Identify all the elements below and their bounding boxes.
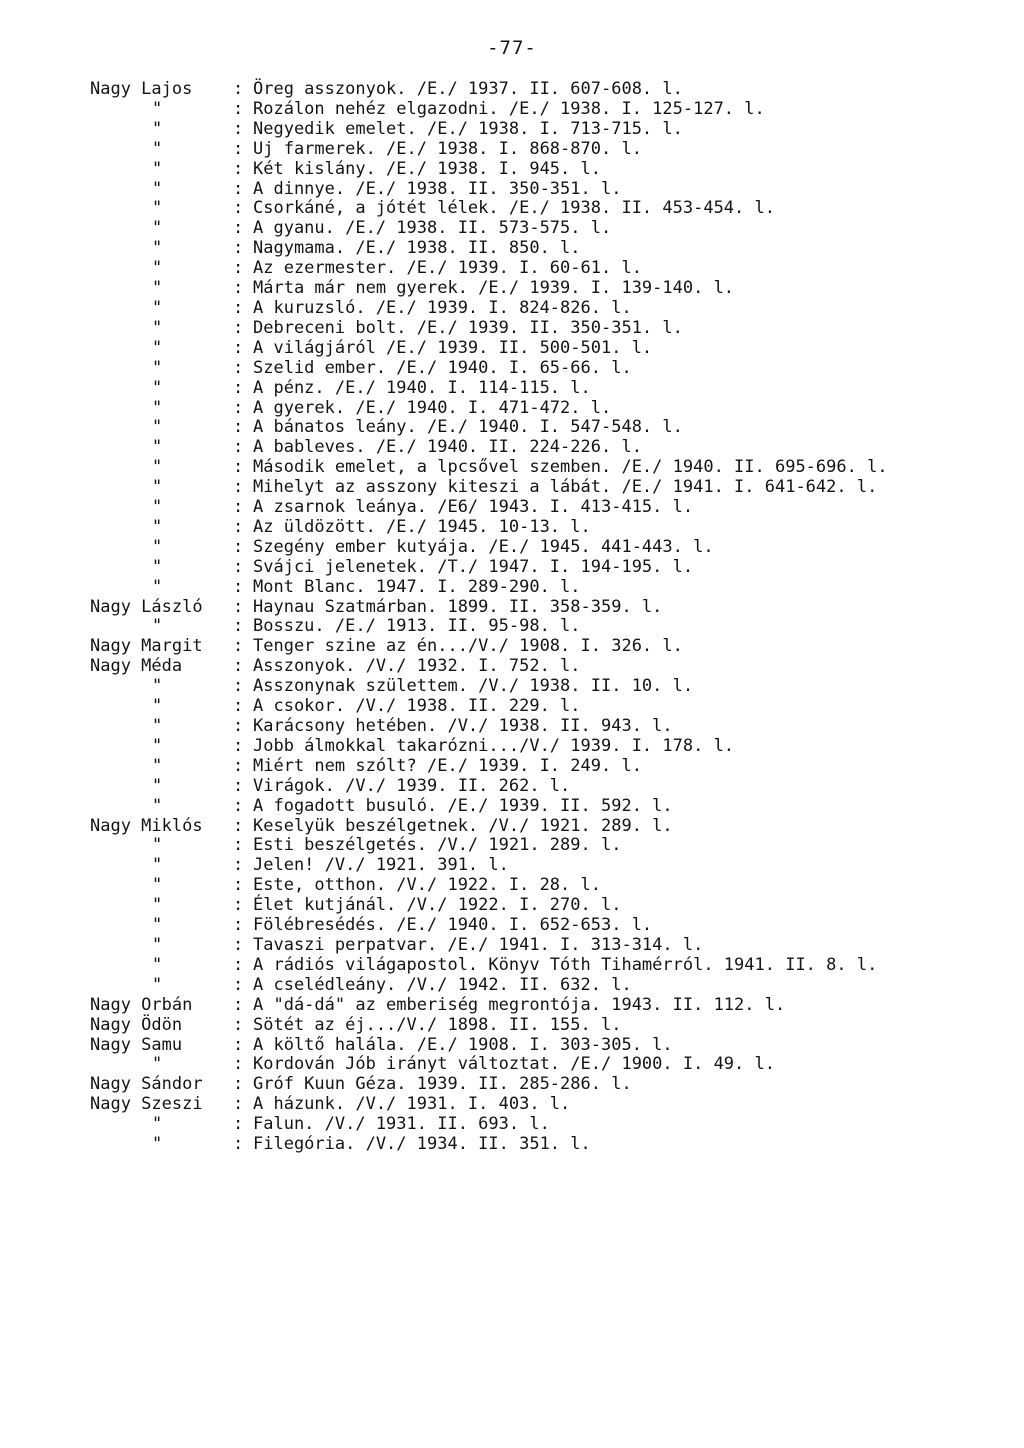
entry-work: A gyanu. /E./ 1938. II. 573-575. l. [253, 218, 612, 239]
entry-work: Tenger szine az én.../V./ 1908. I. 326. l. [253, 636, 683, 657]
entry-separator: : [233, 278, 244, 299]
entry-work: Rozálon nehéz elgazodni. /E./ 1938. I. 125-127. l. [253, 98, 765, 119]
entry-separator: : [233, 815, 244, 836]
entry-author: " [152, 1054, 163, 1075]
entry-author: " [152, 954, 163, 975]
entry-author: " [152, 855, 163, 876]
entry-separator: : [233, 1134, 244, 1155]
entry-work: Karácsony hetében. /V./ 1938. II. 943. l. [253, 716, 673, 736]
entry-separator: : [233, 716, 244, 736]
entry-author: " [152, 437, 163, 458]
entry-work: Keselyük beszélgetnek. /V./ 1921. 289. l. [253, 815, 673, 836]
entry-work: Az ezermester. /E./ 1939. I. 60-61. l. [253, 258, 642, 279]
entry-separator: : [233, 735, 244, 756]
entry-author: Nagy Samu [90, 1034, 183, 1055]
entry-work: A csokor. /V./ 1938. II. 229. l. [253, 696, 581, 717]
entry-author: " [152, 775, 163, 796]
bibliography-entry [90, 677, 1000, 697]
entry-author: " [152, 835, 163, 856]
entry-author: " [152, 357, 163, 378]
entry-author: " [152, 676, 163, 697]
entry-work: A zsarnok leánya. /E6/ 1943. I. 413-415. l. [253, 497, 694, 518]
entry-separator: : [233, 516, 244, 537]
entry-separator: : [233, 1094, 244, 1115]
entry-work: A "dá-dá" az emberiség megrontója. 1943. II. 112. l. [253, 994, 786, 1015]
entry-work: Márta már nem gyerek. /E./ 1939. I. 139-140. l. [253, 278, 735, 299]
entry-work: Mihelyt az asszony kiteszi a lábát. /E./ 1941. I. 641-642. l. [253, 477, 878, 498]
entry-work: Asszonyok. /V./ 1932. I. 752. l. [253, 656, 581, 677]
entry-work: A házunk. /V./ 1931. I. 403. l. [253, 1094, 571, 1115]
bibliography-entry [90, 896, 1000, 916]
entry-separator: : [233, 636, 244, 657]
entry-author: " [152, 716, 163, 736]
entry-separator: : [233, 974, 244, 995]
entry-separator: : [233, 835, 244, 856]
entry-author: Nagy Sándor [90, 1074, 203, 1095]
bibliography-entry [90, 518, 1000, 538]
bibliography-entry [90, 199, 1000, 219]
entry-author: " [152, 317, 163, 338]
entry-work: Sötét az éj.../V./ 1898. II. 155. l. [253, 1014, 622, 1035]
entry-author: " [152, 516, 163, 537]
entry-work: A kuruzsló. /E./ 1939. I. 824-826. l. [253, 297, 632, 318]
entry-work: A bánatos leány. /E./ 1940. I. 547-548. l. [253, 417, 683, 438]
entry-author: " [152, 98, 163, 119]
entry-author: Nagy Szeszi [90, 1094, 203, 1115]
entry-work: Élet kutjánál. /V./ 1922. I. 270. l. [253, 895, 622, 916]
entry-work: Az üldözött. /E./ 1945. 10-13. l. [253, 516, 591, 537]
entry-separator: : [233, 377, 244, 398]
bibliography-entry [90, 637, 1000, 657]
bibliography-entry [90, 717, 1000, 737]
bibliography-entry [90, 299, 1000, 319]
entry-work: Negyedik emelet. /E./ 1938. I. 713-715. l. [253, 118, 683, 139]
bibliography-entry [90, 538, 1000, 558]
entry-separator: : [233, 437, 244, 458]
entry-work: Tavaszi perpatvar. /E./ 1941. I. 313-314. l. [253, 934, 704, 955]
bibliography-entry [90, 100, 1000, 120]
entry-work: Asszonynak születtem. /V./ 1938. II. 10. l. [253, 676, 694, 697]
entry-separator: : [233, 158, 244, 179]
bibliography-entry [90, 996, 1000, 1016]
entry-separator: : [233, 477, 244, 498]
bibliography-entry [90, 956, 1000, 976]
entry-separator: : [233, 656, 244, 677]
bibliography-entry [90, 379, 1000, 399]
bibliography-entry [90, 319, 1000, 339]
bibliography-entry [90, 259, 1000, 279]
entry-separator: : [233, 596, 244, 617]
entry-author: " [152, 735, 163, 756]
bibliography-entry [90, 777, 1000, 797]
entry-author: Nagy Ödön [90, 1014, 183, 1035]
entry-author: " [152, 696, 163, 717]
entry-separator: : [233, 934, 244, 955]
bibliography-entry [90, 916, 1000, 936]
entry-work: Jelen! /V./ 1921. 391. l. [253, 855, 509, 876]
entry-author: " [152, 934, 163, 955]
entry-author: " [152, 497, 163, 518]
entry-separator: : [233, 238, 244, 259]
entry-work: Virágok. /V./ 1939. II. 262. l. [253, 775, 571, 796]
entry-work: Esti beszélgetés. /V./ 1921. 289. l. [253, 835, 622, 856]
entry-separator: : [233, 497, 244, 518]
entry-work: Öreg asszonyok. /E./ 1937. II. 607-608. l. [253, 79, 683, 99]
entry-author: " [152, 218, 163, 239]
entry-work: Jobb álmokkal takarózni.../V./ 1939. I. 178. l. [253, 735, 735, 756]
entry-work: Bosszu. /E./ 1913. II. 95-98. l. [253, 616, 581, 637]
bibliography-entry [90, 1016, 1000, 1036]
entry-author: " [152, 297, 163, 318]
entry-work: Kordován Jób irányt változtat. /E./ 1900. I. 49. l. [253, 1054, 775, 1075]
entry-separator: : [233, 556, 244, 577]
entry-author: " [152, 616, 163, 637]
bibliography-entry [90, 478, 1000, 498]
entry-separator: : [233, 317, 244, 338]
bibliography-entry [90, 279, 1000, 299]
bibliography-entry [90, 339, 1000, 359]
entry-separator: : [233, 1114, 244, 1135]
entry-separator: : [233, 795, 244, 816]
entry-author: " [152, 337, 163, 358]
entry-separator: : [233, 98, 244, 119]
entry-work: Falun. /V./ 1931. II. 693. l. [253, 1114, 550, 1135]
entry-work: Uj farmerek. /E./ 1938. I. 868-870. l. [253, 138, 642, 159]
entry-author: " [152, 118, 163, 139]
bibliography-entry [90, 697, 1000, 717]
entry-author: Nagy Méda [90, 656, 183, 677]
bibliography-entry [90, 598, 1000, 618]
bibliography-entry [90, 876, 1000, 896]
bibliography-entry [90, 438, 1000, 458]
entry-separator: : [233, 1014, 244, 1035]
entry-author: Nagy Miklós [90, 815, 203, 836]
bibliography-entry [90, 160, 1000, 180]
entry-separator: : [233, 1034, 244, 1055]
entry-separator: : [233, 198, 244, 219]
entry-work: Debreceni bolt. /E./ 1939. II. 350-351. l. [253, 317, 683, 338]
entry-author: " [152, 258, 163, 279]
entry-work: A költő halála. /E./ 1908. I. 303-305. l. [253, 1034, 673, 1055]
bibliography-entry [90, 399, 1000, 419]
entry-work: A fogadott busuló. /E./ 1939. II. 592. l. [253, 795, 673, 816]
entry-separator: : [233, 337, 244, 358]
entry-author: " [152, 974, 163, 995]
bibliography-entry [90, 1075, 1000, 1095]
entry-author: " [152, 477, 163, 498]
entry-separator: : [233, 915, 244, 936]
entry-author: Nagy László [90, 596, 203, 617]
entry-author: " [152, 875, 163, 896]
entry-work: Csorkáné, a jótét lélek. /E./ 1938. II. 453-454. l. [253, 198, 775, 219]
entry-work: Nagymama. /E./ 1938. II. 850. l. [253, 238, 581, 259]
bibliography-entry [90, 219, 1000, 239]
entry-author: " [152, 377, 163, 398]
bibliography-entry [90, 239, 1000, 259]
entry-work: Miért nem szólt? /E./ 1939. I. 249. l. [253, 755, 642, 776]
entry-work: A bableves. /E./ 1940. II. 224-226. l. [253, 437, 642, 458]
entry-separator: : [233, 855, 244, 876]
bibliography-entry [90, 836, 1000, 856]
entry-separator: : [233, 1074, 244, 1095]
bibliography-entry [90, 120, 1000, 140]
entry-work: Svájci jelenetek. /T./ 1947. I. 194-195. l. [253, 556, 694, 577]
entry-separator: : [233, 676, 244, 697]
entry-work: Filegória. /V./ 1934. II. 351. l. [253, 1134, 591, 1155]
bibliography-entry [90, 180, 1000, 200]
entry-work: A cselédleány. /V./ 1942. II. 632. l. [253, 974, 632, 995]
entry-author: " [152, 1114, 163, 1135]
bibliography-entry [90, 817, 1000, 837]
entry-separator: : [233, 775, 244, 796]
entry-author: " [152, 755, 163, 776]
entry-separator: : [233, 895, 244, 916]
entry-author: " [152, 915, 163, 936]
entry-work: Mont Blanc. 1947. I. 289-290. l. [253, 576, 581, 597]
entry-separator: : [233, 755, 244, 776]
bibliography-entry [90, 856, 1000, 876]
entry-work: Szegény ember kutyája. /E./ 1945. 441-443. l. [253, 536, 714, 557]
bibliography-entry [90, 1135, 1000, 1155]
entry-separator: : [233, 954, 244, 975]
page-number: -77- [487, 37, 537, 59]
entry-author: " [152, 198, 163, 219]
bibliography-entry [90, 976, 1000, 996]
entry-author: " [152, 536, 163, 557]
entry-author: " [152, 556, 163, 577]
entry-author: " [152, 1134, 163, 1155]
entry-author: " [152, 238, 163, 259]
entry-work: A rádiós világapostol. Könyv Tóth Tihamérról. 1941. II. 8. l. [253, 954, 878, 975]
bibliography-entry [90, 418, 1000, 438]
bibliography-entry [90, 657, 1000, 677]
entry-work: Fölébresédés. /E./ 1940. I. 652-653. l. [253, 915, 653, 936]
entry-author: " [152, 158, 163, 179]
entry-separator: : [233, 297, 244, 318]
entry-separator: : [233, 138, 244, 159]
bibliography-entry [90, 498, 1000, 518]
entry-separator: : [233, 875, 244, 896]
bibliography-list [90, 80, 1000, 1155]
entry-author: " [152, 138, 163, 159]
bibliography-entry [90, 140, 1000, 160]
entry-separator: : [233, 357, 244, 378]
bibliography-entry [90, 359, 1000, 379]
bibliography-entry [90, 1055, 1000, 1075]
bibliography-entry [90, 458, 1000, 478]
entry-author: " [152, 576, 163, 597]
entry-author: " [152, 178, 163, 199]
entry-separator: : [233, 258, 244, 279]
entry-author: " [152, 795, 163, 816]
entry-separator: : [233, 218, 244, 239]
entry-separator: : [233, 79, 244, 99]
entry-author: Nagy Lajos [90, 79, 193, 99]
entry-work: Szelid ember. /E./ 1940. I. 65-66. l. [253, 357, 632, 378]
entry-separator: : [233, 536, 244, 557]
entry-separator: : [233, 994, 244, 1015]
bibliography-entry [90, 737, 1000, 757]
entry-separator: : [233, 616, 244, 637]
entry-author: Nagy Margit [90, 636, 203, 657]
bibliography-entry [90, 1095, 1000, 1115]
bibliography-entry [90, 1036, 1000, 1056]
entry-work: A dinnye. /E./ 1938. II. 350-351. l. [253, 178, 622, 199]
entry-separator: : [233, 118, 244, 139]
bibliography-entry [90, 1115, 1000, 1135]
entry-separator: : [233, 178, 244, 199]
entry-separator: : [233, 457, 244, 478]
entry-work: Két kislány. /E./ 1938. I. 945. l. [253, 158, 601, 179]
entry-author: " [152, 397, 163, 418]
entry-author: " [152, 895, 163, 916]
entry-separator: : [233, 1054, 244, 1075]
bibliography-entry [90, 797, 1000, 817]
entry-author: " [152, 417, 163, 438]
entry-author: " [152, 457, 163, 478]
bibliography-entry [90, 578, 1000, 598]
entry-author: " [152, 278, 163, 299]
bibliography-entry [90, 80, 1000, 100]
entry-work: A pénz. /E./ 1940. I. 114-115. l. [253, 377, 591, 398]
entry-work: Haynau Szatmárban. 1899. II. 358-359. l. [253, 596, 663, 617]
entry-separator: : [233, 417, 244, 438]
entry-separator: : [233, 397, 244, 418]
entry-author: Nagy Orbán [90, 994, 193, 1015]
entry-work: A gyerek. /E./ 1940. I. 471-472. l. [253, 397, 612, 418]
bibliography-entry [90, 757, 1000, 777]
bibliography-entry [90, 936, 1000, 956]
entry-work: Gróf Kuun Géza. 1939. II. 285-286. l. [253, 1074, 632, 1095]
entry-work: Második emelet, a lpcsővel szemben. /E./ 1940. II. 695-696. l. [253, 457, 888, 478]
entry-work: Este, otthon. /V./ 1922. I. 28. l. [253, 875, 601, 896]
entry-separator: : [233, 696, 244, 717]
entry-separator: : [233, 576, 244, 597]
bibliography-entry [90, 558, 1000, 578]
entry-work: A világjáról /E./ 1939. II. 500-501. l. [253, 337, 653, 358]
bibliography-entry [90, 617, 1000, 637]
